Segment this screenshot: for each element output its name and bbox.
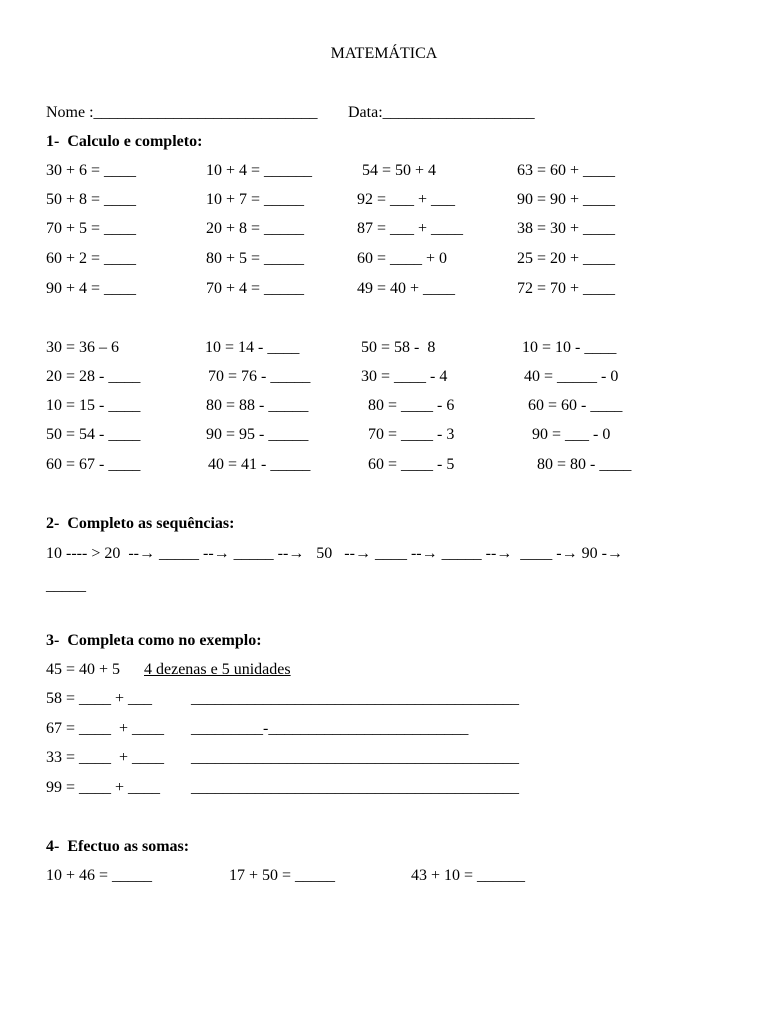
exercise-item: 25 = 20 + ____ (517, 250, 616, 267)
example-answer: 4 dezenas e 5 unidades (144, 661, 291, 678)
name-field[interactable]: Nome :____________________________ (46, 104, 318, 121)
exercise-item: 70 + 5 = ____ (46, 220, 137, 237)
exercise-item: 40 = 41 - _____ (208, 456, 311, 473)
exercise-item: 72 = 70 + ____ (517, 280, 616, 297)
exercise-item: 80 = 88 - _____ (206, 397, 309, 414)
exercise-item: 70 = 76 - _____ (208, 368, 311, 385)
exercise-item: 70 = ____ - 3 (368, 426, 455, 443)
example-equation: 45 = 40 + 5 (46, 661, 121, 678)
exercise-item: 60 + 2 = ____ (46, 250, 137, 267)
answer-blank[interactable]: _________-_________________________ (191, 720, 469, 737)
exercise-item: 10 = 10 - ____ (522, 339, 617, 356)
decomposition-equation: 67 = ____ + ____ (46, 720, 165, 737)
exercise-item: 90 = ___ - 0 (532, 426, 611, 443)
exercise-item: 50 = 58 - 8 (361, 339, 436, 356)
exercise-item: 20 = 28 - ____ (46, 368, 141, 385)
exercise-item: 60 = 67 - ____ (46, 456, 141, 473)
decomposition-equation: 99 = ____ + ____ (46, 779, 161, 796)
exercise-item: 40 = _____ - 0 (524, 368, 619, 385)
exercise-item: 20 + 8 = _____ (206, 220, 305, 237)
answer-blank[interactable]: _________________________________________ (191, 749, 519, 766)
sum-item: 43 + 10 = ______ (411, 867, 526, 884)
exercise-item: 90 = 90 + ____ (517, 191, 616, 208)
date-field[interactable]: Data:___________________ (348, 104, 535, 121)
exercise-item: 49 = 40 + ____ (357, 280, 456, 297)
section4-heading: 4- Efectuo as somas: (46, 838, 190, 855)
answer-blank[interactable]: _________________________________________ (191, 690, 519, 707)
sequence-line: 10 ---- > 20 --→ _____ --→ _____ --→ 50 --→ ____ --→ _____ --→ ____ -→ 90 -→ (46, 545, 623, 562)
exercise-item: 90 = 95 - _____ (206, 426, 309, 443)
exercise-item: 70 + 4 = _____ (206, 280, 305, 297)
section2-heading: 2- Completo as sequências: (46, 515, 235, 532)
section1-heading: 1- Calculo e completo: (46, 133, 203, 150)
sequence-line-continued: _____ (46, 577, 86, 594)
exercise-item: 80 = ____ - 6 (368, 397, 455, 414)
page-title: MATEMÁTICA (330, 45, 438, 62)
exercise-item: 92 = ___ + ___ (357, 191, 456, 208)
exercise-item: 80 + 5 = _____ (206, 250, 305, 267)
exercise-item: 10 + 7 = _____ (206, 191, 305, 208)
exercise-item: 10 = 14 - ____ (205, 339, 300, 356)
exercise-item: 90 + 4 = ____ (46, 280, 137, 297)
sum-item: 17 + 50 = _____ (229, 867, 336, 884)
answer-blank[interactable]: _________________________________________ (191, 779, 519, 796)
exercise-item: 50 = 54 - ____ (46, 426, 141, 443)
exercise-item: 60 = 60 - ____ (528, 397, 623, 414)
decomposition-equation: 58 = ____ + ___ (46, 690, 153, 707)
exercise-item: 54 = 50 + 4 (362, 162, 437, 179)
exercise-item: 60 = ____ + 0 (357, 250, 448, 267)
section3-heading: 3- Completa como no exemplo: (46, 632, 262, 649)
sum-item: 10 + 46 = _____ (46, 867, 153, 884)
decomposition-equation: 33 = ____ + ____ (46, 749, 165, 766)
exercise-item: 30 = 36 – 6 (46, 339, 120, 356)
exercise-item: 63 = 60 + ____ (517, 162, 616, 179)
exercise-item: 10 = 15 - ____ (46, 397, 141, 414)
exercise-item: 38 = 30 + ____ (517, 220, 616, 237)
exercise-item: 87 = ___ + ____ (357, 220, 464, 237)
exercise-item: 30 = ____ - 4 (361, 368, 448, 385)
exercise-item: 80 = 80 - ____ (537, 456, 632, 473)
exercise-item: 60 = ____ - 5 (368, 456, 455, 473)
exercise-item: 30 + 6 = ____ (46, 162, 137, 179)
exercise-item: 10 + 4 = ______ (206, 162, 313, 179)
exercise-item: 50 + 8 = ____ (46, 191, 137, 208)
